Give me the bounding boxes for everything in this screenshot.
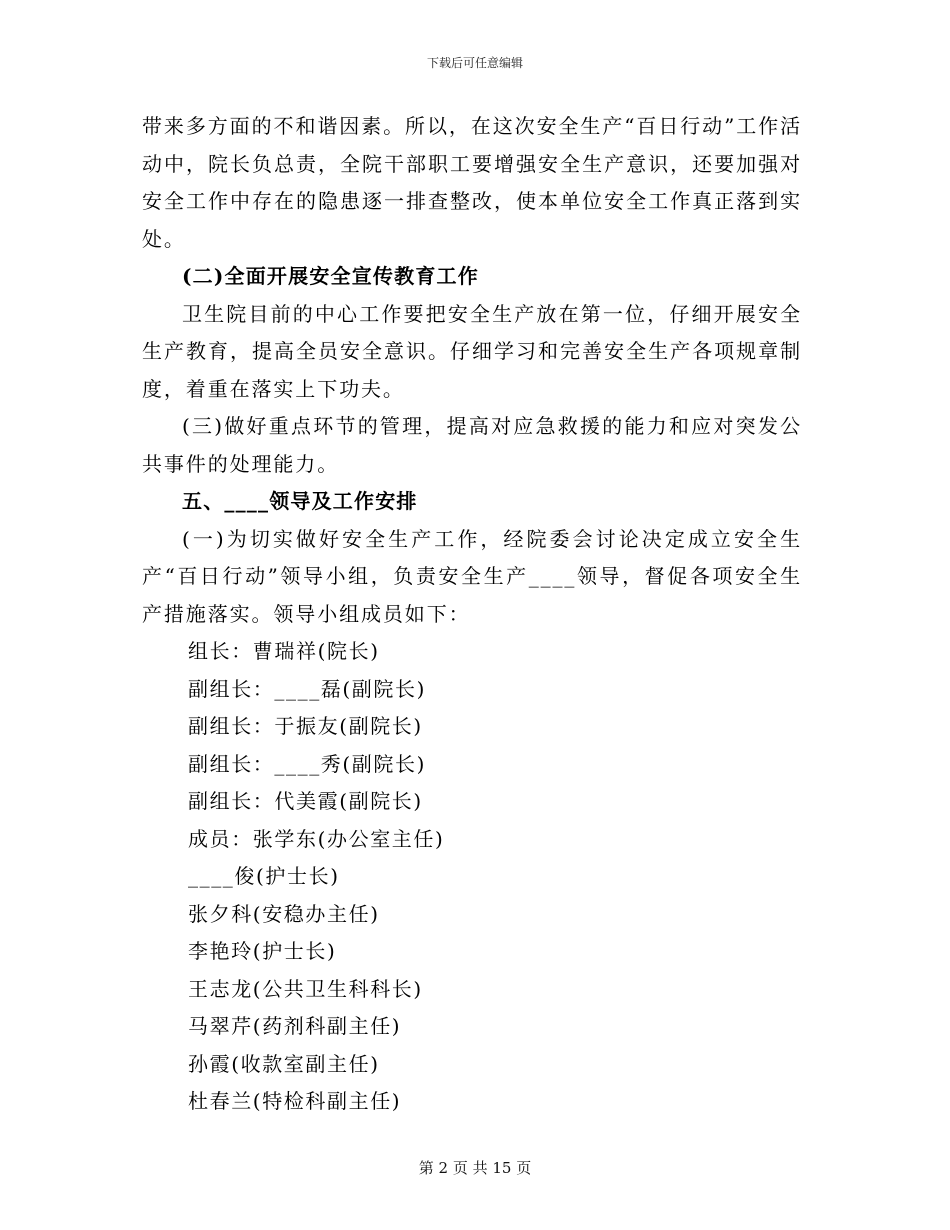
member-line: 副组长：代美霞(副院长) bbox=[188, 789, 423, 813]
page-header: 下载后可任意编辑 bbox=[426, 56, 523, 70]
member-line: 马翠芹(药剂科副主任) bbox=[188, 1014, 402, 1038]
member-line: 李艳玲(护士长) bbox=[188, 939, 337, 963]
member-line: 副组长：于振友(副院长) bbox=[188, 714, 423, 738]
member-line: 组长：曹瑞祥(院长) bbox=[188, 639, 380, 663]
member-line: ____俊(护士长) bbox=[188, 864, 340, 888]
member-line: 副组长：____秀(副院长) bbox=[188, 751, 427, 776]
member-line: 张夕科(安稳办主任) bbox=[188, 901, 380, 926]
member-line: 孙霞(收款室副主任) bbox=[188, 1051, 380, 1076]
member-line: 杜春兰(特检科副主任) bbox=[188, 1089, 402, 1113]
member-line: 王志龙(公共卫生科科长) bbox=[188, 976, 423, 1001]
paragraph-continuation: 带来多方面的不和谐因素。所以，在这次安全生产“百日行动”工作活动中，院长负总责，全院干部职工要增强安全生产意识，还要加强对安全工作中存在的隐患逐一排查整改，使本单位安全工作真正落到实处。 bbox=[142, 114, 802, 251]
member-list bbox=[142, 633, 802, 1121]
document-body bbox=[142, 108, 802, 1121]
section-heading-leadership: 五、____领导及工作安排 bbox=[182, 489, 418, 513]
member-line: 副组长：____磊(副院长) bbox=[188, 676, 427, 701]
page-number: 第 2 页 共 15 页 bbox=[418, 1159, 532, 1177]
paragraph-leading-group: (一)为切实做好安全生产工作，经院委会讨论决定成立安全生产“百日行动”领导小组，负责安全生产____领导，督促各项安全生产措施落实。领导小组成员如下： bbox=[142, 526, 802, 626]
section-heading-publicity: (二)全面开展安全宣传教育工作 bbox=[182, 264, 479, 288]
paragraph-education: 卫生院目前的中心工作要把安全生产放在第一位，仔细开展安全生产教育，提高全员安全意识。仔细学习和完善安全生产各项规章制度，着重在落实上下功夫。 bbox=[142, 301, 802, 401]
member-line: 成员：张学东(办公室主任) bbox=[188, 826, 445, 851]
paragraph-key-links: (三)做好重点环节的管理，提高对应急救援的能力和应对突发公共事件的处理能力。 bbox=[142, 414, 802, 476]
